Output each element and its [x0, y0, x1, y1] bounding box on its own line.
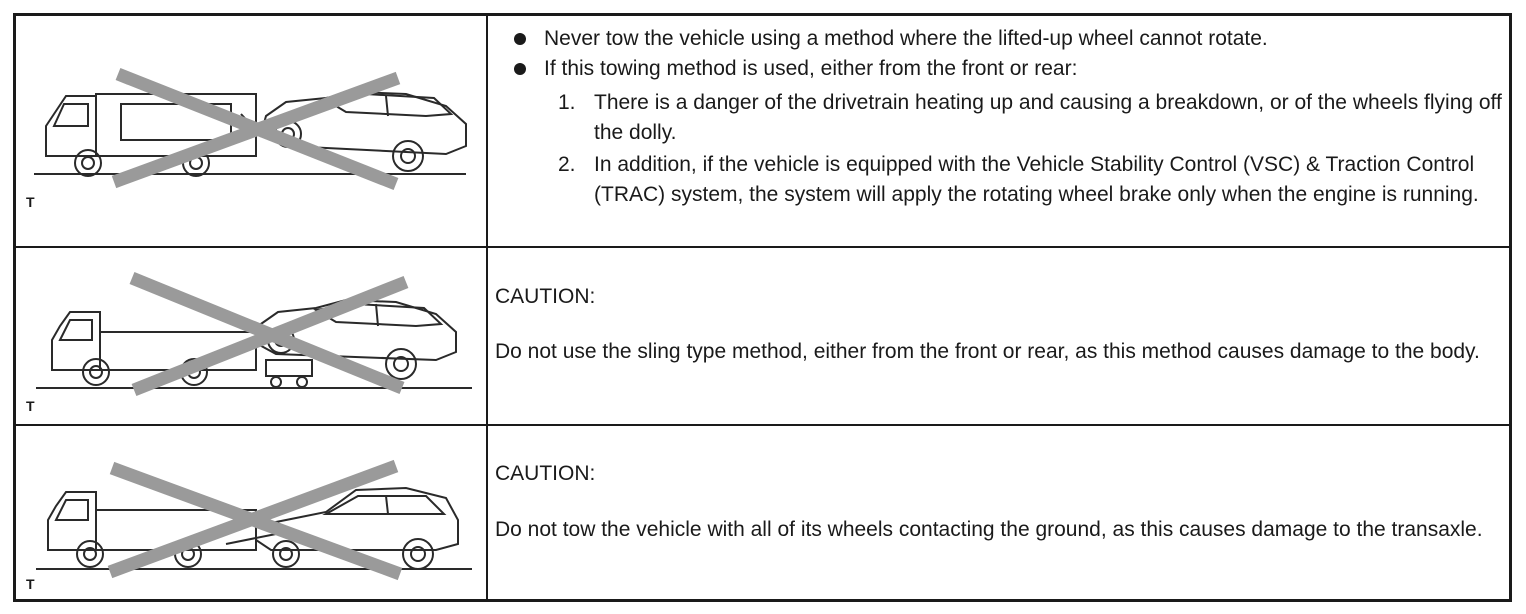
list-item: Never tow the vehicle using a method where the lifted-up wheel cannot rotate.	[510, 24, 1509, 54]
figure-code: T	[26, 576, 35, 592]
text-cell	[488, 248, 1509, 424]
illustration-cell	[16, 16, 488, 246]
figure-code: T	[26, 194, 35, 210]
bullet-list	[510, 24, 1509, 210]
towing-table	[13, 13, 1512, 602]
table-row	[16, 16, 1509, 248]
illustration-cell	[16, 426, 488, 599]
list-item: 1. There is a danger of the drivetrain heating up and causing a breakdown, or of the wheels flying off the dolly.	[558, 91, 1502, 144]
illustration-cell	[16, 248, 488, 424]
caution-text: Do not tow the vehicle with all of its wheels contacting the ground, as this causes damage to the transaxle.	[495, 518, 1483, 541]
caution-text: Do not use the sling type method, either from the front or rear, as this method causes damage to the body.	[495, 340, 1480, 363]
figure-code: T	[26, 398, 35, 414]
table-row	[16, 426, 1509, 599]
text-cell	[488, 426, 1509, 599]
numbered-list	[544, 88, 1509, 210]
towing-all-wheels-illustration	[26, 426, 476, 591]
towing-wheel-lift-illustration	[26, 16, 476, 236]
table-row	[16, 248, 1509, 426]
text-cell	[488, 16, 1509, 246]
caution-label: CAUTION:	[495, 462, 596, 485]
list-item: 2. In addition, if the vehicle is equipped with the Vehicle Stability Control (VSC) & Traction Control (TRAC) system, the system will apply the rotating wheel brake only when the engine is running.	[558, 153, 1479, 206]
towing-sling-illustration	[26, 248, 476, 418]
list-item: If this towing method is used, either from the front or rear: 1. There is a danger of the drivetrain heating up and causing a breakdown, or of the wheels flying off the dolly. 2. In addition, if the vehicle is equipped with the Vehicle Stability Control (VSC) & Traction Control (TRAC) system, the system will apply the rotating wheel brake only when the engine is running.	[510, 54, 1509, 210]
caution-label: CAUTION:	[495, 285, 596, 308]
bullet-dot-icon	[514, 33, 526, 45]
bullet-dot-icon	[514, 63, 526, 75]
